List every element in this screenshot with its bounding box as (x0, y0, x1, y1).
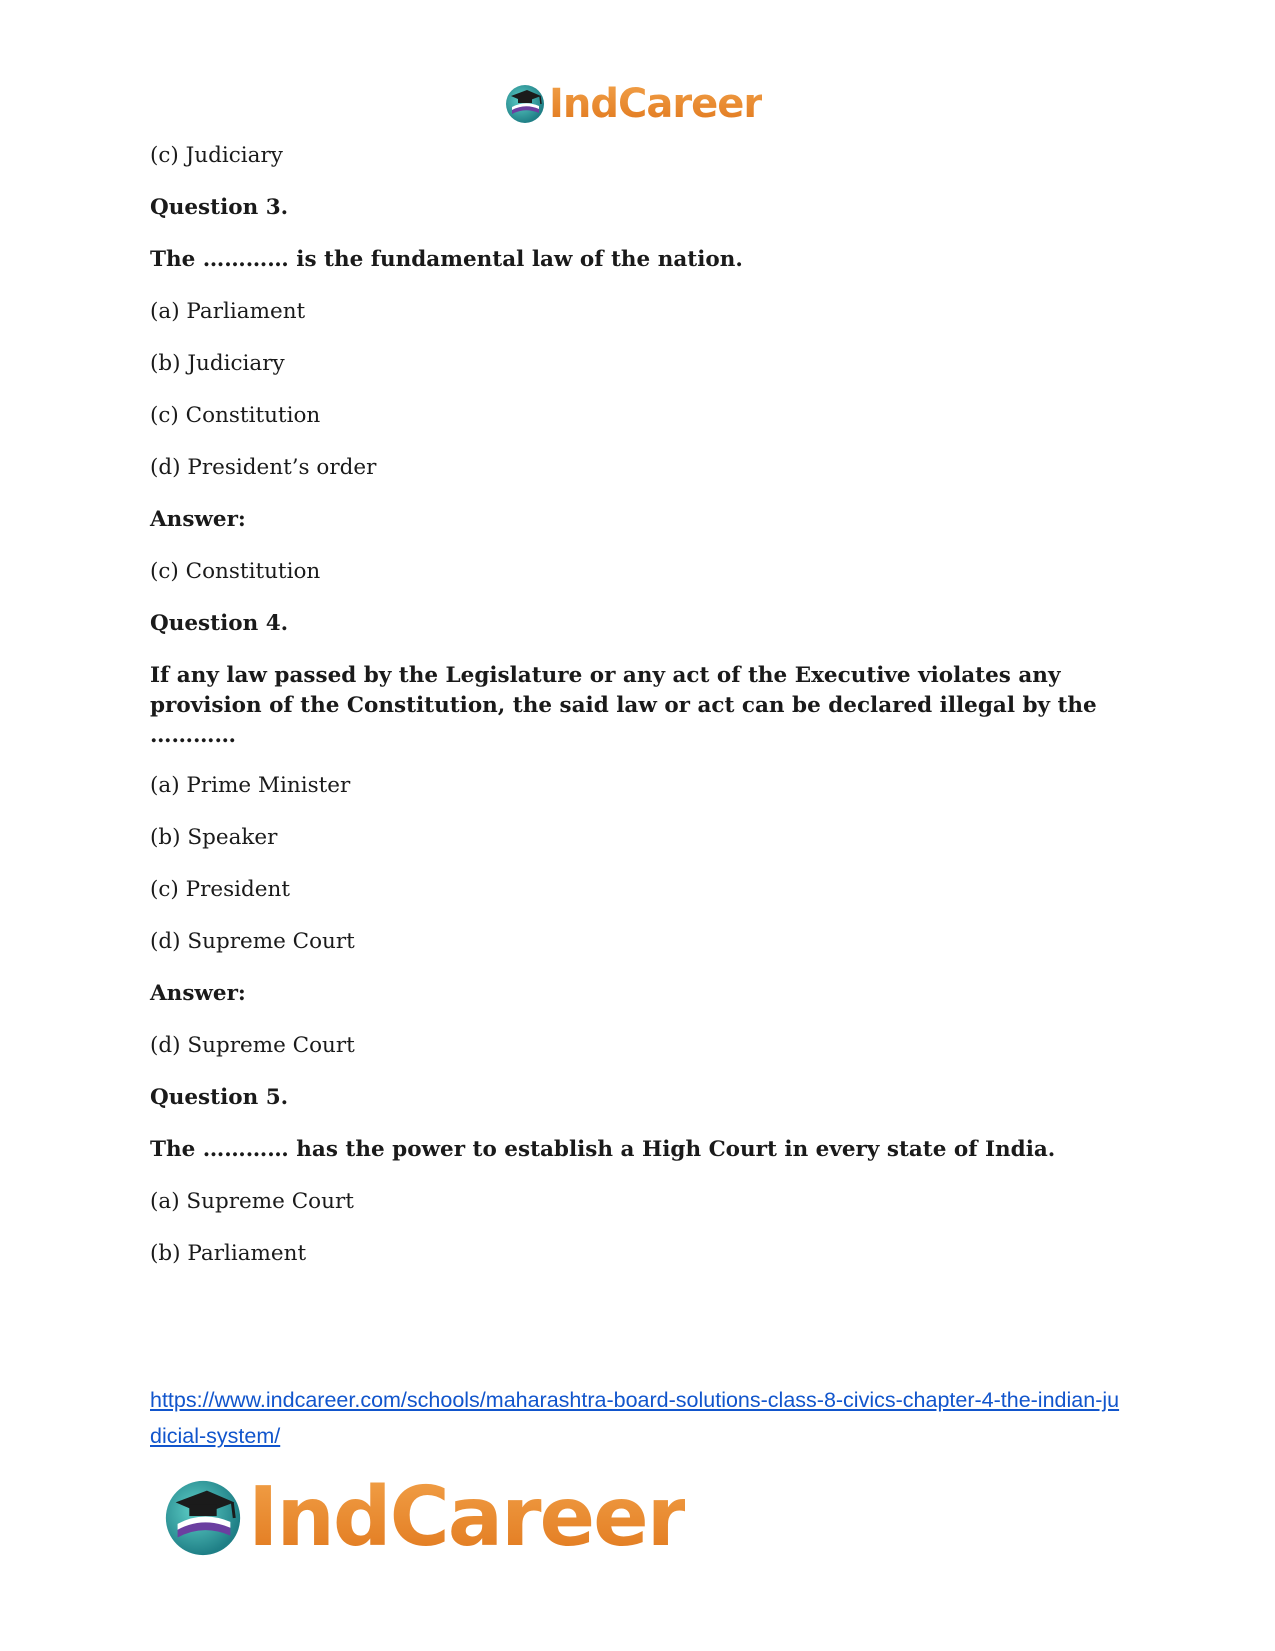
logo-wordmark: IndCareer (248, 1468, 685, 1568)
footer-logo (160, 1468, 685, 1568)
option-text: (a) Prime Minister (150, 773, 351, 798)
question-heading: Question 5. (150, 1085, 289, 1110)
option-text: (c) Judiciary (150, 143, 283, 168)
question-heading: Question 3. (150, 195, 289, 220)
question-text: The ………… has the power to establish a High Court in every state of India. (150, 1137, 1056, 1162)
answer-text: (c) Constitution (150, 559, 321, 584)
option-text: (d) President’s order (150, 455, 377, 480)
answer-label: Answer: (150, 981, 246, 1006)
question-text: The ………… is the fundamental law of the nation. (150, 247, 743, 272)
source-link[interactable]: https://www.indcareer.com/schools/maharashtra-board-solutions-class-8-civics-chapter-4-the-indian-judicial-system/ (150, 1388, 1120, 1448)
option-text: (a) Supreme Court (150, 1189, 354, 1214)
option-text: (b) Judiciary (150, 351, 285, 376)
question-heading: Question 4. (150, 611, 289, 636)
answer-label: Answer: (150, 507, 246, 532)
option-text: (c) President (150, 877, 291, 902)
option-text: (b) Parliament (150, 1241, 307, 1266)
option-text: (b) Speaker (150, 825, 278, 850)
answer-text: (d) Supreme Court (150, 1033, 355, 1058)
graduation-cap-book-globe-icon (503, 82, 547, 126)
header-logo (503, 80, 762, 128)
logo-wordmark: IndCareer (549, 81, 763, 127)
option-text: (a) Parliament (150, 299, 306, 324)
graduation-cap-book-globe-icon (160, 1475, 246, 1561)
question-text: If any law passed by the Legislature or any act of the Executive violates any provision of the Constitution, the said law or act can be declared illegal by the ………… (150, 663, 1097, 748)
option-text: (d) Supreme Court (150, 929, 355, 954)
option-text: (c) Constitution (150, 403, 321, 428)
